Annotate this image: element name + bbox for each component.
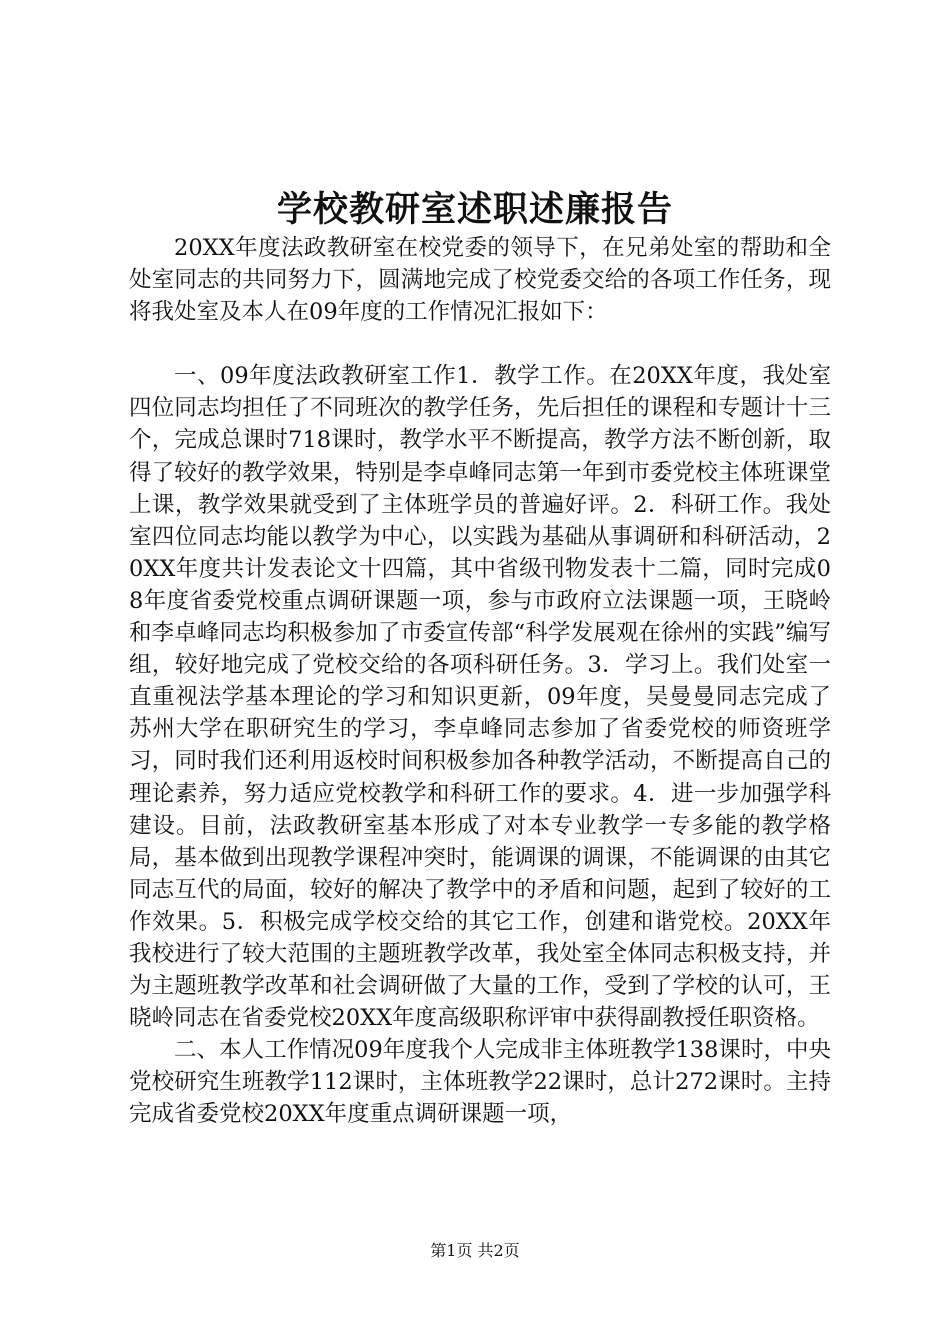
document-title: 学校教研室述职述廉报告 <box>276 189 673 230</box>
paragraph-section-two: 二、本人工作情况09年度我个人完成非主体班教学138课时，中央党校研究生班教学112课时，主体班教学22课时，总计272课时。主持完成省委党校20XX年度重点调研课题一项， <box>129 1037 831 1128</box>
paragraph-section-one: 一、09年度法政教研室工作1．教学工作。在20XX年度，我处室四位同志均担任了不同班次的教学任务，先后担任的课程和专题计十三个，完成总课时718课时，教学水平不断提高，教学方法不断创新，取得了较好的教学效果，特别是李卓峰同志第一年到市委党校主体班课堂上课，教学效果就受到了主体班学员的普遍好评。2．科研工作。我处室四位同志均能以教学为中心，以实践为基础从事调研和科研活动，20XX年度共计发表论文十四篇，其中省级刊物发表十二篇，同时完成08年度省委党校重点调研课题一项，参与市政府立法课题一项，王晓岭和李卓峰同志均积极参加了市委宣传部“科学发展观在徐州的实践”编写组，较好地完成了党校交给的各项科研任务。3．学习上。我们处室一直重视法学基本理论的学习和知识更新，09年度，吴曼曼同志完成了苏州大学在职研究生的学习，李卓峰同志参加了省委党校的师资班学习，同时我们还利用返校时间积极参加各种教学活动，不断提高自己的理论素养，努力适应党校教学和科研工作的要求。4．进一步加强学科建设。目前，法政教研室基本形成了对本专业教学一专多能的教学格局，基本做到出现教学课程冲突时，能调课的调课，不能调课的由其它同志互代的局面，较好的解决了教学中的矛盾和问题，起到了较好的工作效果。5．积极完成学校交给的其它工作，创建和谐党校。20XX年我校进行了较大范围的主题班教学改革，我处室全体同志积极支持，并为主题班教学改革和社会调研做了大量的工作，受到了学校的认可，王晓岭同志在省委党校20XX年度高级职称评审中获得副教授任职资格。 <box>129 363 831 1032</box>
paragraph-intro: 20XX年度法政教研室在校党委的领导下，在兄弟处室的帮助和全处室同志的共同努力下，圆满地完成了校党委交给的各项工作任务，现将我处室及本人在09年度的工作情况汇报如下： <box>129 235 831 326</box>
page-number-footer: 第1页 共2页 <box>430 1241 520 1260</box>
document-body <box>129 232 831 1131</box>
